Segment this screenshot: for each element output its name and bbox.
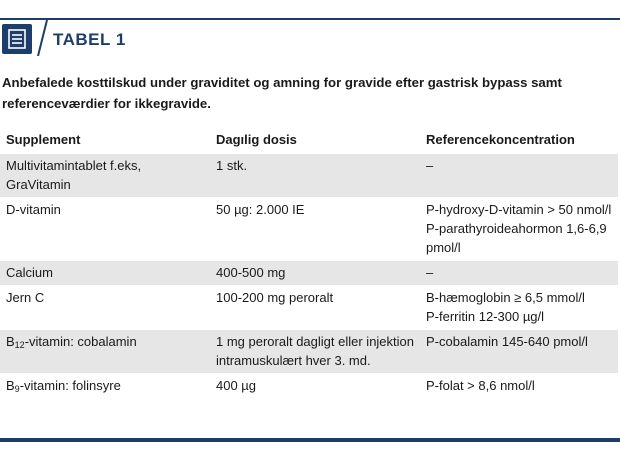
table-row	[0, 374, 618, 399]
table-caption: Anbefalede kosttilskud under graviditet og amning for gravide efter gastrisk bypass samt referenceværdier for ikkegravide.	[2, 75, 562, 111]
supplement-cell: $B_9$-vitamin: folinsyre	[6, 378, 121, 394]
header-divider	[36, 20, 48, 56]
reference-cell: –	[420, 154, 618, 198]
reference-cell: P-folat > 8,6 nmol/l	[426, 378, 535, 393]
bottom-rule	[0, 438, 620, 442]
column-header: Dagılig dosis	[216, 132, 297, 147]
supplement-cell: $B_{12}$-vitamin: cobalamin	[0, 330, 210, 374]
dose-cell: 400-500 mg	[210, 261, 420, 286]
supplement-cell: D-vitamin	[6, 202, 61, 217]
document-list-icon	[2, 24, 32, 54]
column-header: Referencekoncentration	[426, 132, 575, 147]
dose-cell: 100-200 mg peroralt	[216, 290, 334, 305]
column-header: Supplement	[6, 132, 81, 147]
reference-cell: P-cobalamin 145-640 pmol/l	[420, 330, 618, 374]
table-header	[0, 18, 620, 64]
reference-cell: –	[420, 261, 618, 286]
supplement-table	[0, 128, 618, 398]
supplement-cell: Calcium	[0, 261, 210, 286]
table-row	[0, 330, 618, 374]
dose-cell: 50 µg: 2.000 IE	[216, 202, 305, 217]
dose-cell: 400 µg	[216, 378, 257, 393]
supplement-cell: Jern C	[6, 290, 45, 305]
table-row	[0, 154, 618, 198]
table-row	[0, 261, 618, 286]
table-header-row	[0, 128, 618, 154]
table-row	[0, 198, 618, 261]
supplement-cell: Multivitamintablet f.eks, GraVitamin	[0, 154, 210, 198]
dose-cell: 1 mg peroralt dagligt eller injektion intramuskulært hver 3. md.	[210, 330, 420, 374]
table-row	[0, 286, 618, 330]
table-title: TABEL 1	[53, 30, 126, 49]
reference-cell: P-hydroxy-D-vitamin > 50 nmol/l P-parathyroideahormon 1,6-6,9 pmol/l	[426, 202, 612, 255]
dose-cell: 1 stk.	[210, 154, 420, 198]
reference-cell: B-hæmoglobin ≥ 6,5 mmol/l P-ferritin 12-300 µg/l	[426, 290, 585, 324]
